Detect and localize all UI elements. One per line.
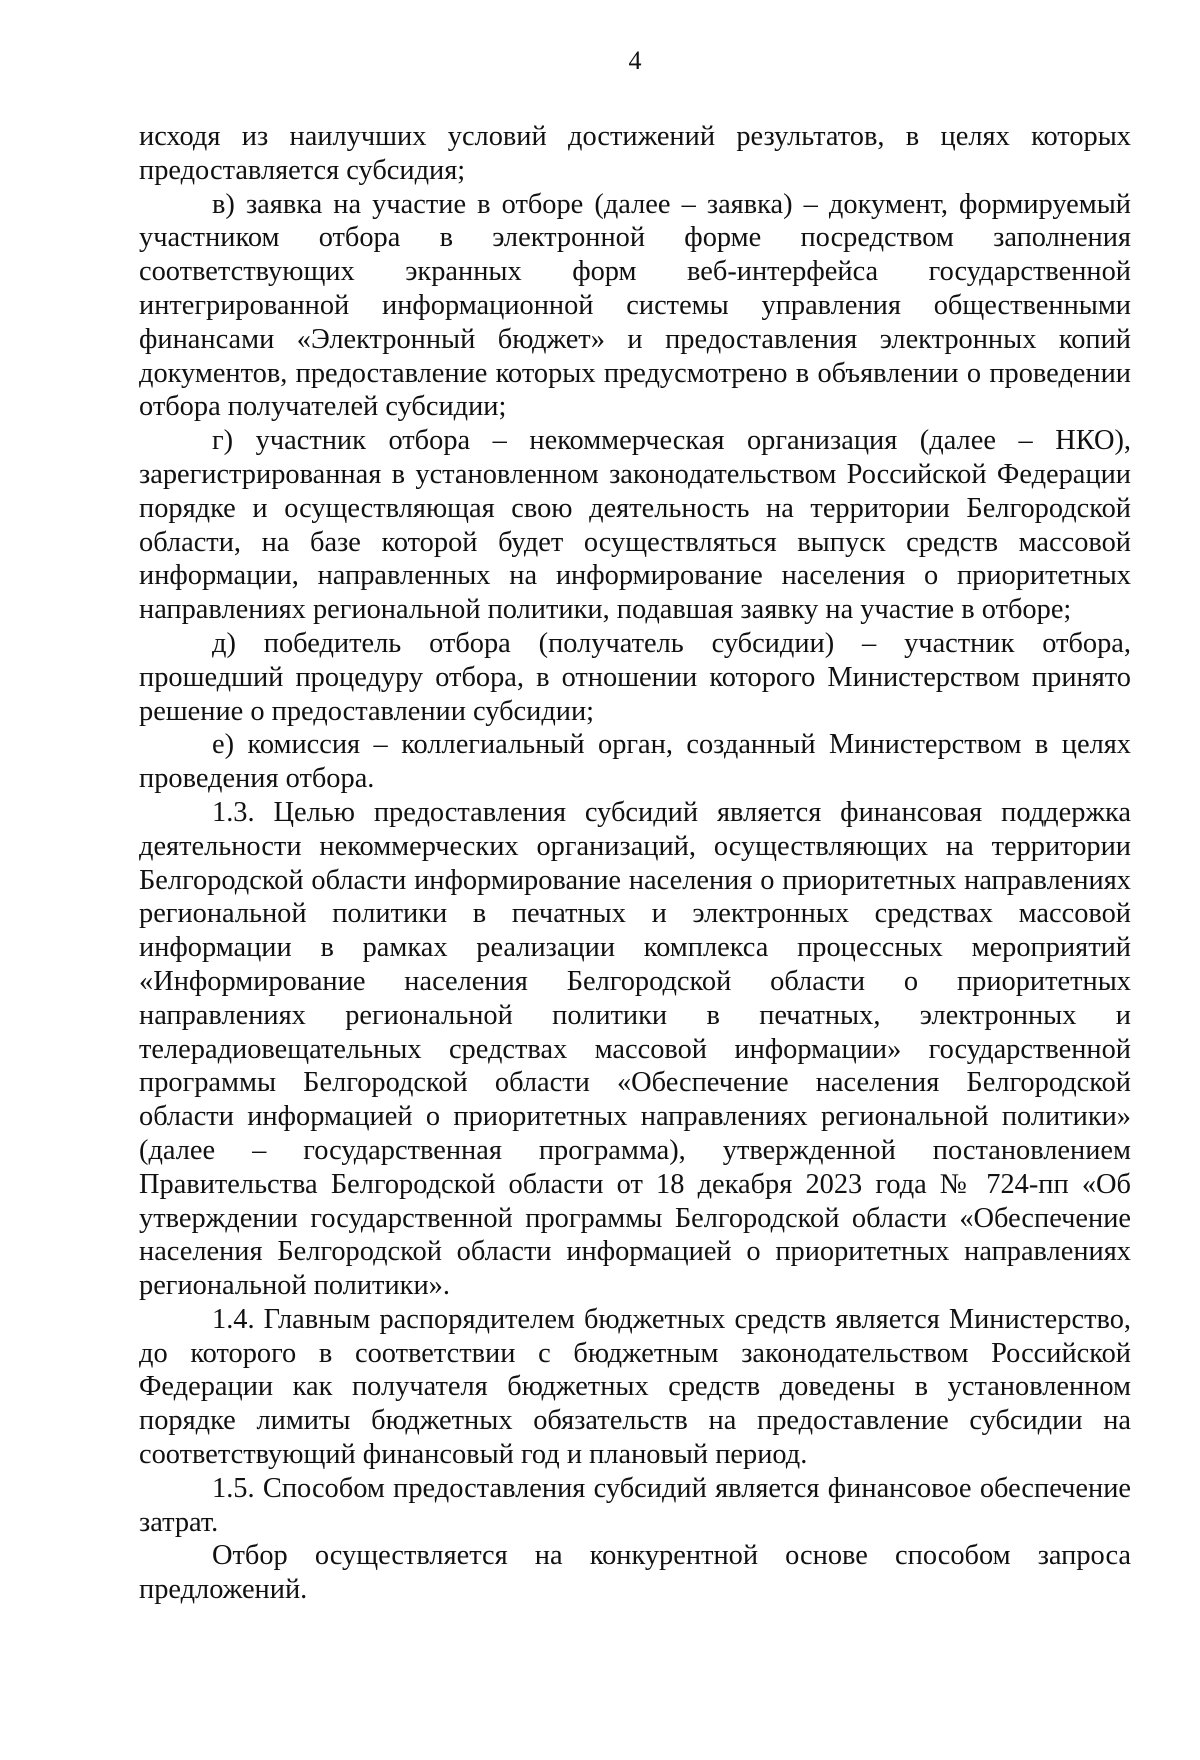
page-number: 4 xyxy=(628,46,642,75)
paragraph-1-3: 1.3. Целью предоставления субсидий является финансовая поддержка деятельности некоммерческих организаций, осуществляющих на территории Белгородской области информирование населения о приоритетных направлениях региональной политики в печатных и электронных средствах массовой информации в рамках реализации комплекса процессных мероприятий «Информирование населения Белгородской области о приоритетных направлениях региональной политики в печатных, электронных и телерадиовещательных средствах массовой информации» государственной программы Белгородской области «Обеспечение населения Белгородской области информацией о приоритетных направлениях региональной политики» (далее – государственная программа), утвержденной постановлением Правительства Белгородской области от 18 декабря 2023 года № 724-пп «Об утверждении государственной программы Белгородской области «Обеспечение населения Белгородской области информацией о приоритетных направлениях региональной политики». xyxy=(139,796,1131,1302)
paragraph-item-e: е) комиссия – коллегиальный орган, созданный Министерством в целях проведения отбора. xyxy=(139,729,1131,795)
paragraph-1-5: 1.5. Способом предоставления субсидий является финансовое обеспечение затрат. xyxy=(139,1472,1131,1538)
paragraph-selection-method: Отбор осуществляется на конкурентной основе способом запроса предложений. xyxy=(139,1540,1131,1606)
paragraph-item-g: г) участник отбора – некоммерческая организация (далее – НКО), зарегистрированная в установленном законодательством Российской Федерации порядке и осуществляющая свою деятельность на территории Белгородской области, на базе которой будет осуществляться выпуск средств массовой информации, направленных на информирование населения о приоритетных направлениях региональной политики, подавшая заявку на участие в отборе; xyxy=(139,425,1131,626)
paragraph-continuation: исходя из наилучших условий достижений результатов, в целях которых предоставляется субсидия; xyxy=(139,121,1131,186)
paragraph-item-v: в) заявка на участие в отборе (далее – заявка) – документ, формируемый участником отбора в электронной форме посредством заполнения соответствующих экранных форм веб-интерфейса государственной интегрированной информационной системы управления общественными финансами «Электронный бюджет» и предоставления электронных копий документов, предоставление которых предусмотрено в объявлении о проведении отбора получателей субсидии; xyxy=(139,188,1131,423)
document-body xyxy=(139,120,1131,1607)
paragraph-1-4: 1.4. Главным распорядителем бюджетных средств является Министерство, до которого в соответствии с бюджетным законодательством Российской Федерации как получателя бюджетных средств доведены в установленном порядке лимиты бюджетных обязательств на предоставление субсидии на соответствующий финансовый год и плановый период. xyxy=(139,1303,1131,1471)
paragraph-item-d: д) победитель отбора (получатель субсидии) – участник отбора, прошедший процедуру отбора, в отношении которого Министерством принято решение о предоставлении субсидии; xyxy=(139,627,1131,727)
